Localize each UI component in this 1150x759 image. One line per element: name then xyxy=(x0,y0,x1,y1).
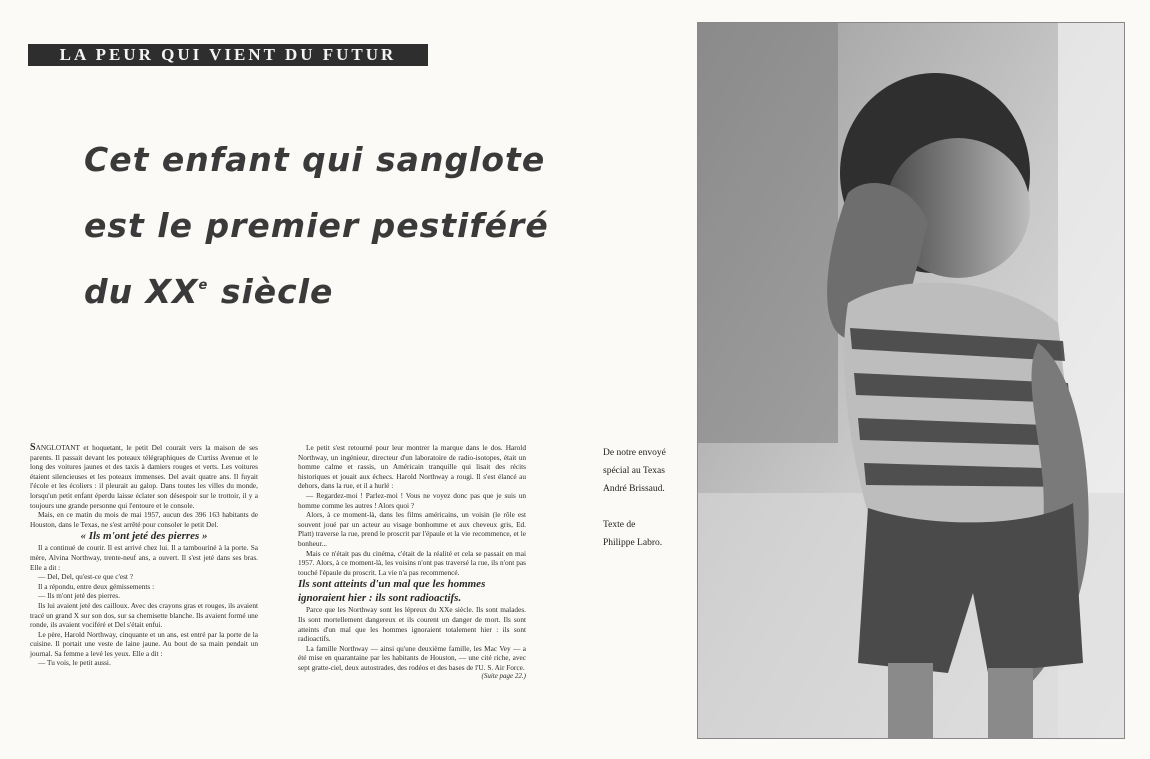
paragraph: — Tu vois, le petit aussi. xyxy=(38,658,111,668)
article-column-2 xyxy=(298,443,526,682)
paragraph-text: ANGLOTANT et hoquetant, le petit Del courait vers la maison de ses parents. Il passait devant les poteaux télégraphiques de Curtiss Avenue et le long des voitures jaunes et des taxis à damiers rouges et verts. Les voitures étaient silencieuses et les poteaux immenses. Del avait quatre ans. Il fuyait l'école et les écoliers : il pleurait au galop. Dans toutes les villes du monde, lorsqu'un petit enfant éperdu laisse éclater son désespoir sur le trottoir, il y a toujours une grande personne qui l'entoure et le console. xyxy=(30,443,258,510)
photo-illustration xyxy=(698,23,1124,738)
headline-line-2: est le premier pestiféré xyxy=(84,206,549,245)
paragraph: Le père, Harold Northway, cinquante et un ans, est entré par la porte de la cuisine. Il portait une veste de laine jaune. Au bout de sa main pendait un journal. Sa femme a levé les yeux. Elle a dit : xyxy=(30,629,258,658)
paragraph: La famille Northway — ainsi qu'une deuxième famille, les Mac Vey — a été mise en quarantaine par les habitants de Houston, — une cité riche, avec sept gratte-ciel, deux autostrades, des rodéos et des bases de l'U. S. Air Force. xyxy=(298,643,526,672)
paragraph: Ils lui avaient jeté des cailloux. Avec des crayons gras et rouges, ils avaient tracé un grand X sur son dos, sur sa chemisette blanche. Ils avaient formé une ronde, ils avaient vociféré et Del s'était enfui. xyxy=(30,600,258,630)
paragraph: Mais, en ce matin du mois de mai 1957, aucun des 396 163 habitants de Houston, dans le Texas, ne s'est arrêté pour consoler le petit Del. xyxy=(30,510,258,529)
paragraph: Parce que les Northway sont les lépreux du XXe siècle. Ils sont malades. Ils sont mortellement dangereux et ils courent un danger de mort. Ils sont atteints d'un mal que les hommes ignoraient totalement hier : ils sont radioactifs. xyxy=(298,605,526,644)
paragraph: Il a continué de courir. Il est arrivé chez lui. Il a tambouriné à la porte. Sa mère, Alvina Northway, trente-neuf ans, a ouvert. Il s'est jeté dans ses bras. Elle a dit : xyxy=(30,543,258,572)
paragraph xyxy=(30,443,258,510)
paragraph: Alors, à ce moment-là, dans les films américains, un voisin (le rôle est souvent joué par un acteur au visage bonhomme et aux cheveux gris, Ed. Platt) traverse la rue, prend le proscrit par l'épaule et la vie recommence, et le bonheur... xyxy=(298,510,526,548)
headline-line-3 xyxy=(84,272,644,338)
headline-superscript: e xyxy=(198,278,209,293)
paragraph: Le petit s'est retourné pour leur montrer la marque dans le dos. Harold Northway, un ingénieur, directeur d'un laboratoire de radio-isotopes, était un homme calme et rassis, un Américain tranquille qui lisait des récits historiques et jouait aux échecs. Harold Northway a rougi. Il s'est élancé au dehors, dans la rue, et il a hurlé : xyxy=(298,443,526,491)
byline-line: De notre envoyé xyxy=(603,448,666,458)
byline-line: André Brissaud. xyxy=(603,484,665,494)
section-banner: LA PEUR QUI VIENT DU FUTUR xyxy=(28,44,428,66)
headline-line-1: Cet enfant qui sanglote xyxy=(84,140,546,179)
photo-child-crying xyxy=(697,22,1125,739)
byline-line: spécial au Texas xyxy=(603,466,665,476)
headline-line-3-post: siècle xyxy=(208,272,334,311)
continuation-note: (Suite page 22.) xyxy=(481,672,526,681)
subheading: Ils sont atteints d'un mal que les hommes ignoraient hier : ils sont radioactifs. xyxy=(298,578,486,605)
paragraph: Il a répondu, entre deux gémissements : xyxy=(38,581,155,591)
paragraph: — Regardez-moi ! Parlez-moi ! Vous ne voyez donc pas que je suis un homme comme les autres ! Alors quoi ? xyxy=(298,490,526,510)
headline-line-3-pre: du XX xyxy=(84,272,199,311)
paragraph: Mais ce n'était pas du cinéma, c'était de la réalité et cela se passait en mai 1957. Alors, à ce moment-là, les voisins n'ont pas traversé la rue, ils n'ont pas touché l'épaule du proscrit. La vie n'a pas recommencé. xyxy=(298,548,526,577)
byline-line: Texte de xyxy=(603,520,636,530)
subheading: « Ils m'ont jeté des pierres » xyxy=(80,530,208,543)
drop-cap: S xyxy=(30,442,36,453)
paragraph: — Del, Del, qu'est-ce que c'est ? xyxy=(38,572,134,582)
paragraph: — Ils m'ont jeté des pierres. xyxy=(38,591,120,601)
headline xyxy=(84,140,644,338)
byline-line: Philippe Labro. xyxy=(603,538,663,548)
article-column-1 xyxy=(30,443,258,668)
